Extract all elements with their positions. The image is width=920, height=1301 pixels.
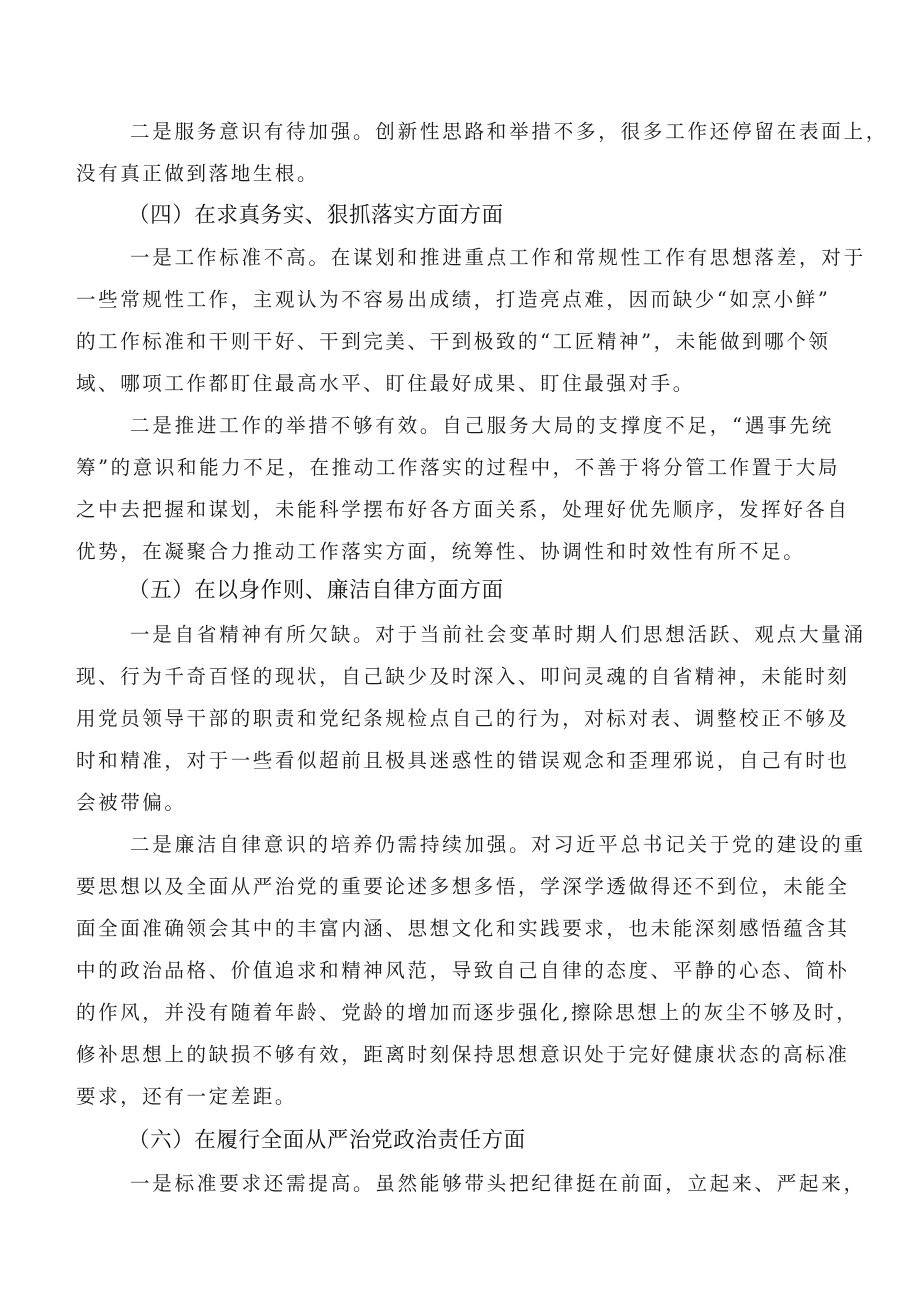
section-heading-6: （六）在履行全面从严治党政治责任方面: [128, 1128, 526, 1153]
paragraph-line: 的作风，并没有随着年龄、党龄的增加而逐步强化,擦除思想上的灰尘不够及时，: [76, 1001, 859, 1024]
paragraph-line: 之中去把握和谋划，未能科学摆布好各方面关系，处理好优先顺序，发挥好各自: [76, 498, 850, 521]
section-heading-5: （五）在以身作则、廉洁自律方面方面: [128, 578, 504, 603]
paragraph-line: 现、行为千奇百怪的现状，自己缺少及时深入、叩问灵魂的自省精神，未能时刻: [76, 665, 850, 688]
section-heading-4: （四）在求真务实、狠抓落实方面方面: [128, 203, 504, 228]
paragraph-line: 域、哪项工作都盯住最高水平、盯住最好成果、盯住最强对手。: [76, 372, 695, 395]
paragraph-line: 时和精准，对于一些看似超前且极具迷惑性的错误观念和歪理邪说，自己有时也: [76, 749, 850, 772]
paragraph-line: 没有真正做到落地生根。: [76, 162, 320, 185]
paragraph-line: 一是自省精神有所欠缺。对于当前社会变革时期人们思想活跃、观点大量涌: [130, 623, 866, 646]
paragraph-line: 面全面准确领会其中的丰富内涵、思想文化和实践要求，也未能深刻感悟蕴含其: [76, 917, 850, 940]
paragraph-line: 优势，在凝聚合力推动工作落实方面，统筹性、协调性和时效性有所不足。: [76, 540, 806, 563]
paragraph-line: 的工作标准和干则干好、干到完美、干到极致的“工匠精神”，未能做到哪个领: [76, 330, 831, 353]
paragraph-line: 一是工作标准不高。在谋划和推进重点工作和常规性工作有思想落差，对于: [130, 246, 866, 269]
paragraph-line: 会被带偏。: [76, 791, 187, 814]
paragraph-line: 二是服务意识有待加强。创新性思路和举措不多，很多工作还停留在表面上，: [130, 120, 889, 143]
paragraph-line: 二是推进工作的举措不够有效。自己服务大局的支撑度不足，“遇事先统: [130, 414, 835, 437]
paragraph-line: 一些常规性工作，主观认为不容易出成绩，打造亮点难，因而缺少“如烹小鲜”: [76, 288, 831, 311]
paragraph-line: 要思想以及全面从严治党的重要论述多想多悟，学深学透做得还不到位，未能全: [76, 875, 850, 898]
paragraph-line: 中的政治品格、价值追求和精神风范，导致自己自律的态度、平静的心态、简朴: [76, 959, 850, 982]
paragraph-line: 筹”的意识和能力不足，在推动工作落实的过程中，不善于将分管工作置于大局: [76, 456, 840, 479]
paragraph-line: 修补思想上的缺损不够有效，距离时刻保持思想意识处于完好健康状态的高标准: [76, 1043, 850, 1066]
paragraph-line: 一是标准要求还需提高。虽然能够带头把纪律挺在前面，立起来、严起来，: [130, 1172, 866, 1195]
paragraph-line: 要求，还有一定差距。: [76, 1085, 298, 1108]
paragraph-line: 二是廉洁自律意识的培养仍需持续加强。对习近平总书记关于党的建设的重: [130, 833, 866, 856]
paragraph-line: 用党员领导干部的职责和党纪条规检点自己的行为，对标对表、调整校正不够及: [76, 707, 850, 730]
